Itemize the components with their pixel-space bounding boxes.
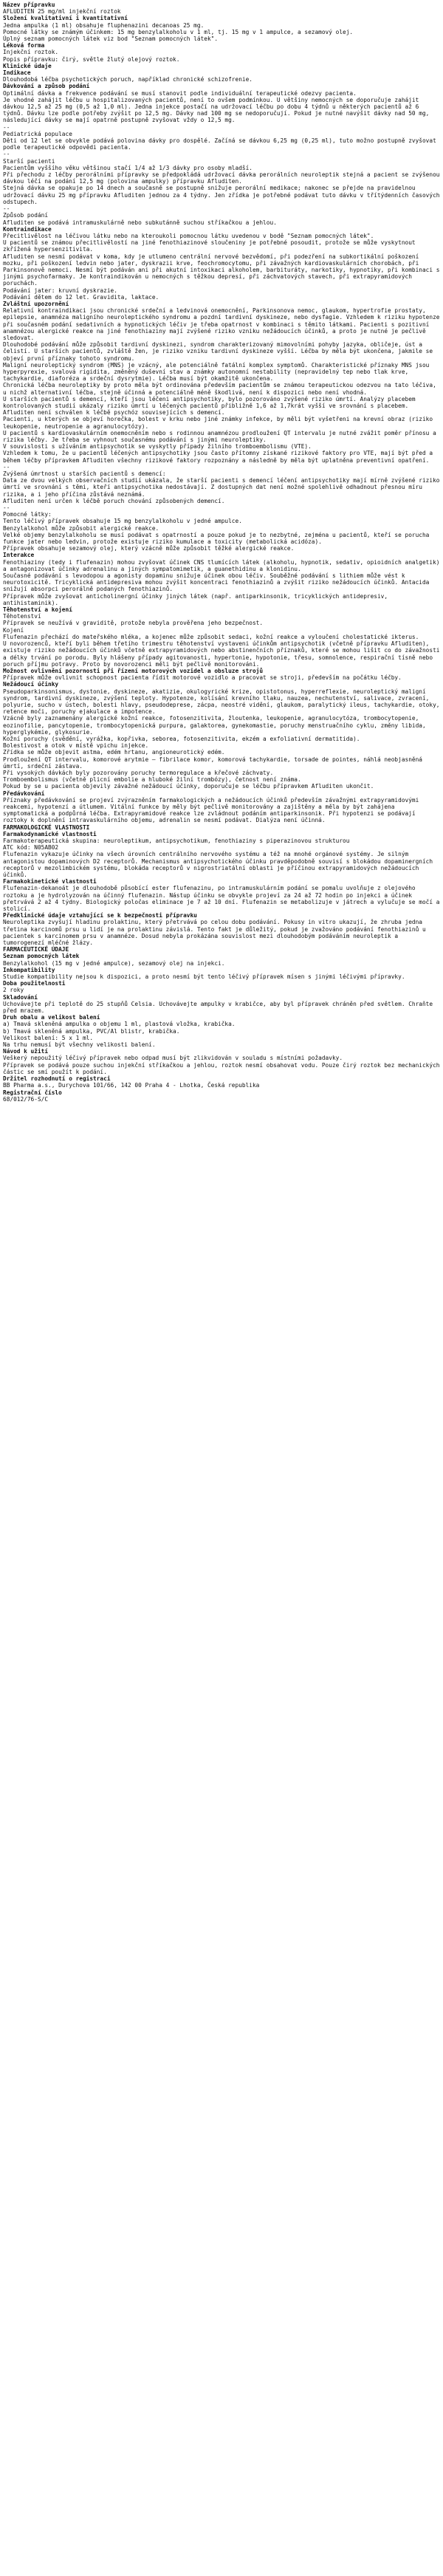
section-line: Fenothiaziny (tedy i flufenazin) mohou zvyšovat účinek CNS tlumících látek (alkoholu, hypnotik, sedativ, opioidních analgetik) a antagonizovat účinky adrenalinu a jiných sympatomimetik, a guanethidinu a klonidinu. xyxy=(3,558,443,572)
section-line: Benzylalkohol (15 mg v jedné ampulce), sezamový olej na injekci. xyxy=(3,959,225,967)
section-21 xyxy=(3,994,440,1015)
section-25 xyxy=(3,1089,440,1103)
section-line: Veškerý nepoužitý léčivý přípravek nebo odpad musí být zlikvidován v souladu s místními požadavky. xyxy=(3,1055,343,1062)
section-line: 2 roky xyxy=(3,987,24,994)
section-line: Vzhledem k tomu, že u pacientů léčených antipsychotiky jsou často přítomny získané rizikové faktory pro VTE, mají být před a během léčby přípravkem Afluditen všechny rizikové faktory rozpoznány a následně by měla být uplatněna preventivní opatření. xyxy=(3,450,436,464)
section-line: Přípravek může ovlivnit schopnost pacienta řídit motorové vozidlo a pracovat se stroji, především na počátku léčby. xyxy=(3,674,402,682)
section-heading: FARMACEUTICKÉ ÚDAJE xyxy=(3,946,69,953)
section-line: Benzylalkohol může způsobit alergické reakce. xyxy=(3,524,159,532)
section-line: Jedna ampulka (1 ml) obsahuje fluphenazini decanoas 25 mg. xyxy=(3,21,205,29)
section-line: Při přechodu z léčby perorálními přípravky se předpokládá udržovací dávka perorálních neuroleptik stejná a pacient se zvýšenou dávkou léčí na podání 12,5 mg (polovina ampulky) přípravku Afluditen. xyxy=(3,171,443,185)
section-1 xyxy=(3,15,440,42)
section-line: Zvýšená úmrtnost u starších pacientů s demencí: xyxy=(3,470,166,478)
section-9 xyxy=(3,606,443,668)
section-18 xyxy=(3,953,440,966)
section-line: Pokud by se u pacienta objevily závažné nežádoucí účinky, doporučuje se léčbu přípravkem Afluditen ukončit. xyxy=(3,783,374,790)
section-line: AFLUDITEN 25 mg/ml injekční roztok xyxy=(3,8,121,16)
section-line: Pomocné látky se známým účinkem: 15 mg benzylalkoholu v 1 ml, tj. 15 mg v 1 ampulce, a sezamový olej. xyxy=(3,28,354,35)
section-5 xyxy=(3,83,443,226)
section-line: Popis přípravku: čirý, světle žlutý olejový roztok. xyxy=(3,55,180,63)
section-7 xyxy=(3,300,443,552)
section-heading: Seznam pomocných látek xyxy=(3,953,80,960)
section-line: -- xyxy=(3,151,10,158)
section-heading: Návod k užití xyxy=(3,1048,49,1055)
section-24 xyxy=(3,1075,440,1089)
section-heading: Název přípravku xyxy=(3,1,55,8)
section-line: Velké objemy benzylalkoholu se musí podávat s opatrností a pouze pokud je to nezbytné, zejména u pacientů, kteří se porucha funkce jater nebo ledvin, protože existuje riziko kumulace a toxicity (metabolická acidóza). xyxy=(3,531,433,546)
section-line: -- xyxy=(3,463,10,470)
section-line: Příznaky předávkování se projeví zvýrazněním farmakologických a nežádoucích účinků především závažnými extrapyramidovými reakcemi, hypotenzí a útlumem. Vitální funkce by měly být pečlivě monitorovány a zajištěny a měla by být zahájena symptomatická a podpůrná léčba. Extrapyramidové reakce lze zvládnout podáním antiparkinsonik. Při hypotenzi se podávají roztoky k doplnění intravaskulárního objemu, adrenalin se nesmí podávat. Dialýza není účinná. xyxy=(3,796,422,824)
section-line: b) Tmavá skleněná ampulka, PVC/Al blistr, krabička. xyxy=(3,1027,180,1035)
section-2 xyxy=(3,42,440,63)
section-line: Injekční roztok. xyxy=(3,49,59,56)
section-heading: Kontraindikace xyxy=(3,225,52,233)
section-heading: FARMAKOLOGICKÉ VLASTNOSTI xyxy=(3,823,90,831)
section-line: U pacientů s kardiovaskulárním onemocněním nebo s rodinnou anamnézou prodloužení QT intervalu je nutné zvážit poměr přínosu a rizika léčby. Je třeba se vyhnout současnému podávání s jinými neuroleptiky. xyxy=(3,429,440,443)
section-line: Tento léčivý přípravek obsahuje 15 mg benzylalkoholu v jedné ampulce. xyxy=(3,518,242,525)
section-22 xyxy=(3,1014,440,1048)
section-17 xyxy=(3,946,440,953)
section-line: Zřídka se může objevit astma, edém hrtanu, angioneurotický edém. xyxy=(3,749,225,756)
section-line: Při vysokých dávkách byly pozorovány poruchy termoregulace a křečové záchvaty. xyxy=(3,769,274,776)
section-line: Maligní neuroleptický syndrom (MNS) je vzácný, ale potenciálně fatální komplex symptomů. Charakteristické příznaky MNS jsou hyperpyrexie, svalová rigidita, změněný duševní stav a známky autonomní nestability (nepravidelný tep nebo tlak krve, tachykardie, diaforéza a srdeční dysrytmie). Léčba musí být okamžitě ukončena. xyxy=(3,361,433,383)
section-12 xyxy=(3,790,440,824)
section-line: Stejná dávka se opakuje po 14 dnech a současně se postupně snižuje perorální medikace; nakonec se přejde na pravidelnou udržovací dávku 25 mg přípravku Afluditen jednou za 4 týdny. Jen zřídka je potřebné podávat tuto dávku v třítýdenních časových odstupech. xyxy=(3,185,443,205)
section-line: Uchovávejte při teplotě do 25 stupňů Celsia. Uchovávejte ampulky v krabičce, aby byl přípravek chráněn před světlem. Chraňte před mrazem. xyxy=(3,1000,436,1015)
section-line: Studie kompatibility nejsou k dispozici, a proto nesmí být tento léčivý přípravek mísen s jinými léčivými přípravky. xyxy=(3,973,405,981)
section-line: Přípravek může zvyšovat anticholinergní účinky jiných látek (např. antiparkinsonik, tricyklických antidepresiv, antihistaminik). xyxy=(3,592,391,606)
section-heading: Nežádoucí účinky xyxy=(3,681,59,688)
section-heading: Interakce xyxy=(3,552,35,559)
section-line: 68/012/76-S/C xyxy=(3,1095,49,1103)
section-line: Afluditen se podává intramuskulárně nebo subkutánně suchou stříkačkou a jehlou. xyxy=(3,219,277,226)
section-line: Pomocné látky: xyxy=(3,511,52,518)
section-line: U pacientů se známou přecitlivělostí na jiné fenothiazinové sloučeniny je potřebné posoudit, protože se může vyskytnout zkřížená hypersenzitivita. xyxy=(3,239,419,253)
section-line: Pediatrická populace xyxy=(3,130,72,137)
section-0 xyxy=(3,1,440,15)
section-line: Neuroleptika zvyšují hladinu prolaktinu, který přetrvává po celou dobu podávání. Pokusy in vitro ukazují, že zhruba jedna třetina karcinomů prsu u lidí je na prolaktinu závislá. Tento fakt je důležitý, pokud je zvažováno podávání fenothiazinů u pacientek s karcinomem prsu v anamnéze. Dosud nebyla prokázána souvislost mezi dlouhodobým podáváním neuroleptik a tumorogenezí mléčné žlázy. xyxy=(3,919,430,947)
section-heading: Předávkování xyxy=(3,789,45,797)
section-heading: Dávkování a způsob podání xyxy=(3,83,90,90)
section-heading: Složení kvalitativní i kvantitativní xyxy=(3,15,128,22)
section-8 xyxy=(3,552,443,606)
section-line: -- xyxy=(3,123,10,131)
section-line: Chronická léčba neuroleptiky by proto měla být ordinována především pacientům se známou terapeutickou odezvou na tato léčiva, u nichž alternativní léčba, stejně účinná a potenciálně méně škodlivá, není k dispozici nebo není vhodná. xyxy=(3,382,440,396)
section-heading: Indikace xyxy=(3,69,31,77)
section-line: Pacientům vyššího věku většinou stačí 1/4 až 1/3 dávky pro osoby mladší. xyxy=(3,164,253,171)
section-line: Kojení xyxy=(3,626,24,634)
spc-document xyxy=(0,0,443,1103)
section-heading: Držitel rozhodnutí o registraci xyxy=(3,1075,111,1083)
section-heading: Klinické údaje xyxy=(3,62,52,69)
section-line: Optimální dávka a frekvence podávání se musí stanovit podle individuální terapeutické odezvy pacienta. xyxy=(3,89,357,97)
section-19 xyxy=(3,967,440,980)
section-line: Úplný seznam pomocných látek viz bod "Seznam pomocných látek". xyxy=(3,35,219,43)
section-line: Vzácně byly zaznamenány alergické kožní reakce, fotosenzitivita, žloutenka, leukopenie, agranulocytóza, trombocytopenie, eozinofilie, pancytopenie, trombocytopenická purpura, galaktorea, gynekomastie, poruchy menstruačního cyklu, změny libida, hyperglykémie, glykosurie. xyxy=(3,715,430,736)
section-11 xyxy=(3,681,443,790)
section-line: Tromboembolismus (včetně plicní embolie a hluboké žilní trombózy), četnost není známa. xyxy=(3,776,301,784)
section-line: ATC kód: N05AB02 xyxy=(3,844,59,852)
section-line: Data ze dvou velkých observačních studií ukázala, že starší pacienti s demencí léčení antipsychotiky mají mírně zvýšené riziko úmrtí ve srovnání s těmi, kteří antipsychotika nedostávají. Z dostupných dat není možné spolehlivě odhadnout přesnou míru rizika, a i jeho příčina zůstává neznámá. xyxy=(3,477,443,498)
section-line: Afluditen není určen k léčbě poruch chování způsobených demencí. xyxy=(3,497,225,504)
section-line: BB Pharma a.s., Durychova 101/66, 142 00 Praha 4 - Lhotka, Česká republika xyxy=(3,1082,260,1089)
section-heading: Doba použitelnosti xyxy=(3,980,66,987)
section-line: Pacienti, u kterých se objeví horečka, bolest v krku nebo jiné známky infekce, by měli být vyšetřeni na krevní obraz (riziko leukopenie, neutropenie a agranulocytózy). xyxy=(3,416,436,430)
section-heading: Inkompatibility xyxy=(3,966,55,973)
section-line: Na trhu nemusí být všechny velikosti balení. xyxy=(3,1041,156,1049)
section-3 xyxy=(3,63,440,69)
section-15 xyxy=(3,878,443,913)
section-line: Kožní poruchy (svědění, vyrážka, kopřivka, seborea, fotosenzitivita, ekzém a exfoliativní dermatitida). xyxy=(3,735,360,742)
section-line: Přípravek obsahuje sezamový olej, který vzácně může způsobit těžké alergické reakce. xyxy=(3,545,295,552)
section-line: Přecitlivělost na léčivou látku nebo na kteroukoli pomocnou látku uvedenou v bodě "Seznam pomocných látek". xyxy=(3,232,374,239)
section-heading: Farmakodynamické vlastnosti xyxy=(3,830,97,837)
section-line: Bolestivost a otok v místě vpichu injekce. xyxy=(3,742,149,750)
section-line: Farmakoterapeutická skupina: neuroleptikum, antipsychotikum, fenothiaziny s piperazinovou strukturou xyxy=(3,837,350,844)
section-line: Dlouhodobé podávání může způsobit tardivní dyskinezi, syndrom charakterizovaný mimovolními pohyby jazyka, obličeje, úst a čelistí. U starších pacientů, zvláště žen, je riziko vzniku tardivní dyskineze vyšší. Léčba by měla být ukončena, jakmile se objeví první příznaky tohoto syndromu. xyxy=(3,341,436,362)
section-heading: Skladování xyxy=(3,993,38,1001)
section-heading: Léková forma xyxy=(3,42,45,49)
section-heading: Druh obalu a velikost balení xyxy=(3,1014,100,1021)
section-line: Přípravek se podává pouze suchou injekční stříkačkou a jehlou, roztok nesmí obsahovat vodu. Pouze čirý roztok bez mechanických částic se smí použít k podání. xyxy=(3,1061,443,1075)
section-line: Starší pacienti xyxy=(3,157,55,165)
section-line: Dlouhodobá léčba psychotických poruch, například chronické schizofrenie. xyxy=(3,76,253,83)
section-heading: Farmakokinetické vlastnosti xyxy=(3,878,97,886)
section-13 xyxy=(3,824,440,831)
section-23 xyxy=(3,1048,443,1075)
section-line: Těhotenství xyxy=(3,613,41,620)
section-10 xyxy=(3,668,440,681)
section-16 xyxy=(3,912,440,946)
section-line: Je vhodné zahájit léčbu u hospitalizovaných pacientů, není to ovšem podmínkou. U většiny nemocných se doporučuje zahájit dávkou 12,5 až 25 mg (0,5 až 1,0 ml). Jedna injekce postačí na udržovací léčbu po dobu 4 týdnů u některých pacientů až 6 týdnů. Dávku lze podle potřeby zvýšit po 12,5 mg. Dávky nad 100 mg se nedoporučují. Pokud je nutné navýšit dávky nad 50 mg, následující dávky se mají opatrně postupně zvyšovat vždy o 12,5 mg. xyxy=(3,96,433,124)
section-heading: Možnost ovlivnění pozornosti při řízení motorových vozidel a obsluze strojů xyxy=(3,667,264,674)
section-line: Pseudoparkinsonismus, dystonie, dyskineze, akatizie, okulogyrické krize, opistotonus, hyperreflexie, neuroleptický maligní syndrom, tardivní dyskineze, zvýšení teploty. Hypotenze, kolísání krevního tlaku, nauzea, nechutenství, salivace, zvracení, polyurie, sucho v ústech, bolesti hlavy, pseudodeprese, zácpa, neostré vidění, glaukom, paralytický ileus, tachykardie, otoky, retence moči, poruchy ejakulace a impotence. xyxy=(3,688,443,716)
section-line: Podávání dětem do 12 let. Gravidita, laktace. xyxy=(3,293,159,301)
section-line: U starších pacientů s demencí, kteří jsou léčeni antipsychotiky, bylo pozorováno zvýšené riziko úmrtí. Analýzy placebem kontrolovaných studií ukázaly riziko úmrtí u léčených pacientů přibližně 1,6 až 1,7krát vyšší ve srovnání s placebem. Afluditen není schválen k léčbě psychóz souvisejících s demencí. xyxy=(3,395,419,417)
section-20 xyxy=(3,980,440,993)
section-line: -- xyxy=(3,205,10,213)
section-heading: Registrační číslo xyxy=(3,1089,62,1096)
section-line: Flufenazin-dekanoát je dlouhodobě působící ester flufenazinu, po intramuskulárním podání se pomalu uvolňuje z olejového roztoku a je hydrolyzován na účinný flufenazin. Nástup účinku se obvykle projeví za 24 až 72 hodin po injekci a účinek přetrvává 2 až 4 týdny. Biologický poločas eliminace je 7 až 10 dní. Flufenazin se metabolizuje v játrech a vylučuje se močí a stolicí. xyxy=(3,885,443,913)
section-heading: Předklinické údaje vztahující se k bezpečnosti přípravku xyxy=(3,912,197,919)
section-line: U novorozenců, kteří byli během třetího trimestru těhotenství vystaveni účinkům antipsychotik (včetně přípravku Afluditen), existuje riziko nežádoucích účinků včetně extrapyramidových nebo abstinenčních příznaků, které se mohou lišit co do závažnosti a délky trvání po porodu. Byly hlášeny případy agitovanosti, hypertonie, hypotonie, třesu, somnolence, respirační tísně nebo poruch příjmu potravy. Proto by novorozenci měli být pečlivě monitorováni. xyxy=(3,640,443,668)
section-line: Způsob podání xyxy=(3,212,49,219)
section-line: Relativní kontraindikaci jsou chronické srdeční a ledvinová onemocnění, Parkinsonova nemoc, glaukom, hypertrofie prostaty, epilepsie, anamnéza maligního neuroleptického syndromu a pozdní tardivní dyskineze, nebo dysfagie. Vzhledem k riziku hypotenze při současném podání sedativních a hypnotických léčiv je třeba opatrnost v kombinaci s těmito látkami. Pacienti s pozitivní anamnézou alergické reakce na jiné fenothiaziny mají zvýšené riziko vzniku nežádoucích účinků, a proto je nutné je pečlivě sledovat. xyxy=(3,307,443,341)
section-line: V souvislosti s užíváním antipsychotik se vyskytly případy žilního tromboembolismu (VTE). xyxy=(3,443,312,451)
section-line: a) Tmavá skleněná ampulka o objemu 1 ml, plastová vložka, krabička. xyxy=(3,1021,236,1028)
section-heading: Zvláštní upozornění xyxy=(3,300,69,307)
section-4 xyxy=(3,69,440,83)
section-line: Současné podávání s levodopou a agonisty dopaminu snižuje účinek obou léčiv. Souběžné podávání s lithiem může vést k neurotoxicitě. Tricyklická antidepresiva mohou zvýšit koncentraci fenothiazinů a zvýšit riziko nežádoucích účinků. Antacida snižují absorpci perorálně podaných fenothiazinů. xyxy=(3,572,433,593)
section-line: Velikost balení: 5 x 1 ml. xyxy=(3,1034,94,1041)
section-line: Děti od 12 let se obvykle podává polovina dávky pro dospělé. Začíná se dávkou 6,25 mg (0,25 ml), tuto možno postupně zvyšovat podle terapeutické odpovědi pacienta. xyxy=(3,137,440,151)
section-line: Podávání jater: kruvní dyskrazie. xyxy=(3,287,117,294)
section-6 xyxy=(3,225,443,301)
section-line: -- xyxy=(3,504,10,512)
section-line: Flufenazin přechází do mateřského mléka, a kojenec může způsobit sedaci, kožní reakce a vyloučení cholestatické ikterus. xyxy=(3,633,419,640)
section-line: Afluditen se nesmí podávat v koma, kdy je utlumeno centrální nervové bezvědomí, při podezření na subkortikální poškození mozku, při poškození ledvin nebo jater, dyskrazii krve, feochromocytomu, při závažných kardiovaskulárních chorobách, při Parkinsonově nemoci. Nesmí být podáván ani při akutní intoxikaci alkoholem, barbituráty, narkotiky, hypnotiky, při kombinaci s jinými psychofarmaky. Je kontraindikován u nemocných s těžkou depresí, při záchvatových stavech, při extrapyramidových poruchách. xyxy=(3,253,443,287)
section-line: Prodloužení QT intervalu, komorové arytmie – fibrilace komor, komorová tachykardie, torsade de pointes, náhlá neobjasněná úmrtí, srdeční zástava. xyxy=(3,756,426,770)
section-line: Přípravek se neužívá v graviditě, protože nebyla prověřena jeho bezpečnost. xyxy=(3,620,264,627)
section-line: Flufenazin vykazuje účinky na všech úrovních centrálního nervového systému a též na mnohé orgánové systémy. Je silným antagonistou dopaminových D2 receptorů. Mechanismus antipsychotického účinku pravděpodobně souvisí s blokádou dopaminergních receptorů v mezolimbickém systému, blokáda receptorů v nigrostriatální oblasti je příčinou extrapyramidových nežádoucích účinků. xyxy=(3,851,436,878)
section-14 xyxy=(3,831,440,878)
section-heading: Těhotenství a kojení xyxy=(3,606,72,614)
